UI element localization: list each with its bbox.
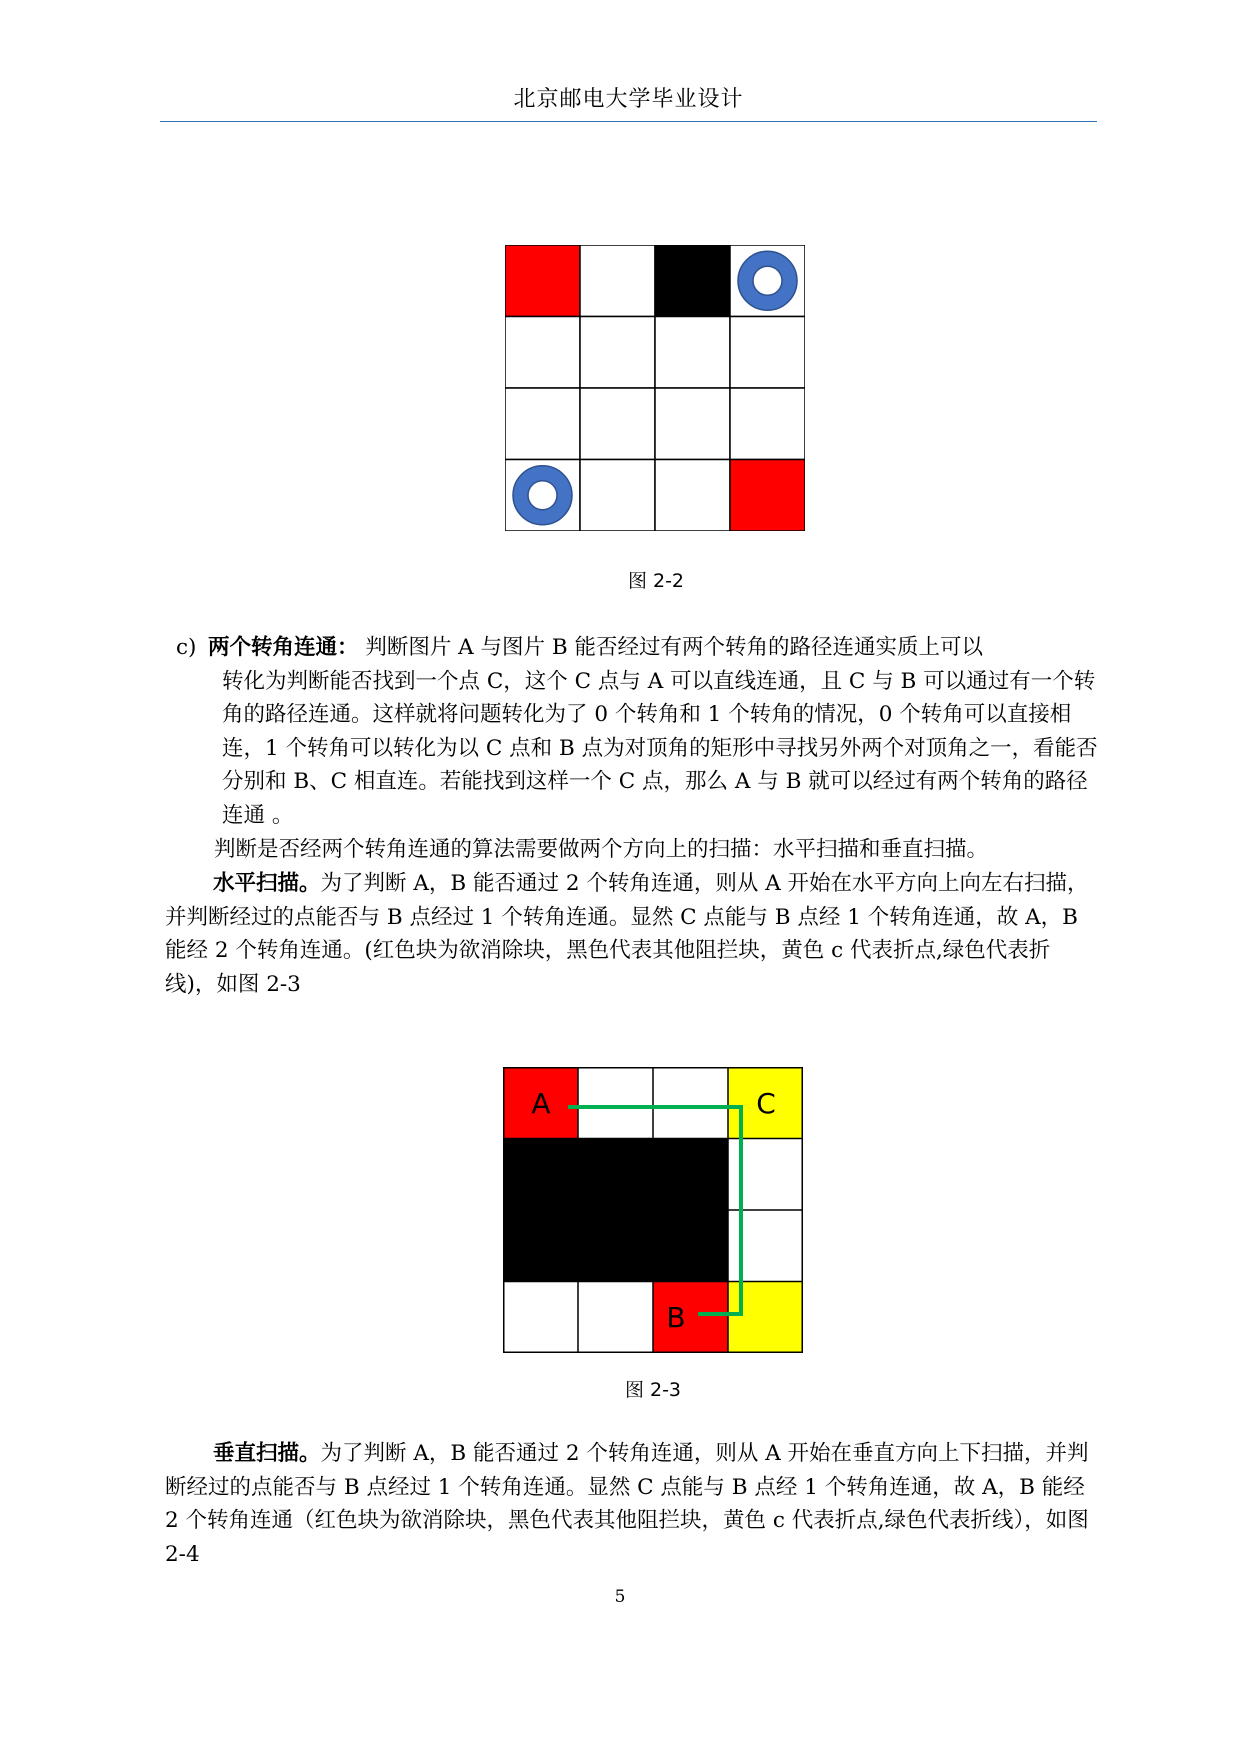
- horizontal-scan-text: 为了判断 A，B 能否通过 2 个转角连通，则从 A 开始在水平方向上向左右扫描，并判断经过的点能否与 B 点经过 1 个转角连通。显然 C 点能与 B 点经 1 个转角连通，故 A，B 能经 2 个转角连通。(红色块为欲消除块，黑色代表其他阻拦块，黄色 c 代表折点,绿色代表折线)，如图 2-3: [165, 871, 1089, 997]
- fig23-cell-b: [653, 1282, 728, 1354]
- vertical-scan-text: 为了判断 A，B 能否通过 2 个转角连通，则从 A 开始在垂直方向上下扫描，并判断经过的点能否与 B 点经过 1 个转角连通。显然 C 点能与 B 点经 1 个转角连通，故 A，B 能经 2 个转角连通（红色块为欲消除块，黑色代表其他阻拦块，黄色 c 代表折点,绿色代表折线），如图 2-4: [165, 1441, 1089, 1567]
- fig23-cell-r3c0: [503, 1282, 578, 1354]
- fig22-cell-red: [505, 245, 580, 317]
- fig22-cell-black: [655, 245, 730, 317]
- fig23-cell-r3c1: [578, 1282, 653, 1354]
- fig22-cell-red: [730, 460, 805, 532]
- fig22-cell-white: [580, 245, 655, 317]
- figure-2-3-grid: [503, 1067, 803, 1353]
- fig22-cell-white: [580, 460, 655, 532]
- vertical-scan-title: 垂直扫描。: [213, 1441, 321, 1466]
- item-c-paragraph: [176, 631, 1101, 832]
- item-c-marker: c): [176, 635, 197, 660]
- fig22-cell-white: [580, 388, 655, 460]
- figure-2-3-caption: 图 2-3: [624, 1379, 682, 1401]
- fig23-cell-r0c1: [578, 1067, 653, 1139]
- item-c-text-first: 判断图片 A 与图片 B 能否经过有两个转角的路径连通实质上可以: [358, 635, 984, 660]
- fig23-label-b: B: [666, 1301, 686, 1334]
- fig22-cell-white: [730, 388, 805, 460]
- horizontal-scan-title: 水平扫描。: [213, 871, 321, 896]
- vertical-scan-paragraph: [165, 1437, 1100, 1571]
- fig22-cell-white: [730, 317, 805, 389]
- item-c-title: 两个转角连通：: [208, 635, 359, 660]
- fig22-cell-white: [655, 460, 730, 532]
- horizontal-scan-paragraph: [165, 867, 1100, 1001]
- item-c-text-rest: 转化为判断能否找到一个点 C，这个 C 点与 A 可以直线连通，且 C 与 B 可以通过有一个转角的路径连通。这样就将问题转化为了 0 个转角和 1 个转角的情况，0 个转角可以直接相连，1 个转角可以转化为以 C 点和 B 点为对顶角的矩形中寻找另外两个对顶角之一，看能否分别和 B、C 相直连。若能找到这样一个 C 点，那么 A 与 B 就可以经过有两个转角的路径连通 。: [222, 668, 1098, 828]
- fig22-cell-white: [505, 317, 580, 389]
- fig22-cell-white: [655, 317, 730, 389]
- fig22-cell-white: [580, 317, 655, 389]
- fig22-cell-white: [505, 388, 580, 460]
- fig23-label-a: A: [531, 1087, 551, 1120]
- page-header-title: 北京邮电大学毕业设计: [513, 87, 744, 112]
- fig23-label-c: C: [756, 1087, 776, 1120]
- figure-2-2-caption: 图 2-2: [627, 570, 685, 592]
- fig23-black-block: [503, 1139, 728, 1282]
- fig22-cell-white: [655, 388, 730, 460]
- page-number: 5: [614, 1587, 626, 1607]
- header-rule: [160, 121, 1097, 122]
- scan-intro-paragraph: 判断是否经两个转角连通的算法需要做两个方向上的扫描：水平扫描和垂直扫描。: [214, 837, 989, 862]
- fig23-cell-r0c2: [653, 1067, 728, 1139]
- figure-2-2-grid: [505, 245, 805, 531]
